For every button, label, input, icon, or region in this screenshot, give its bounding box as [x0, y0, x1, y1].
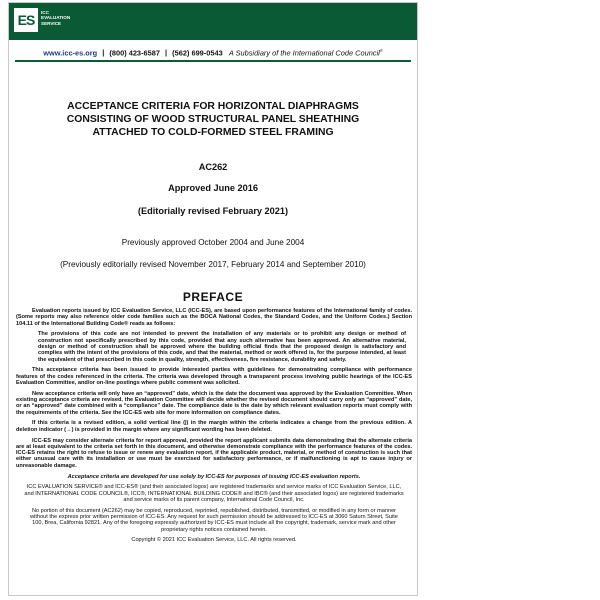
- preface-paragraph: This acceptance criteria has been issued to provide interested parties with guidelines for demonstrating compliance with performance features of the codes referenced in the criteria. The criteria was developed through a transparent process involving public hearings of the ICC-ES Evaluation Committee, and/or on-line postings where public comment was solicited.: [16, 367, 412, 386]
- subsidiary-note: A Subsidiary of the International Code Council: [228, 48, 380, 58]
- permission-notice: No portion of this document (AC262) may be copied, reproduced, reprinted, republished, distributed, transmitted, or modified in any form or manner without the express prior written permission of ICC-ES. Any request for such permission should be addressed to ICC-ES at 3060 Saturn Street, Suite 100, Brea, California 92821. Any of the foregoing expressly authorized by ICC-ES must include all the copyright, trademark, service mark and other proprietary rights notices contained herein.: [30, 507, 398, 533]
- code-quote: The provisions of this code are not intended to prevent the installation of any materials or to prohibit any design or method of construction not specifically prescribed by this code, provided that any such alternative has been approved. An alternative material, design or method of construction shall be approved where the building official finds that the proposed design is satisfactory and complies with the intent of the provisions of this code, and that the material, method or work offered is, for the purpose intended, at least the equivalent of that prescribed in this code in quality, strength, effectiveness, fire resistance, durability and safety.: [38, 331, 406, 363]
- phone-primary: (800) 423-6587: [109, 48, 160, 58]
- logo-line-evaluation: EVALUATION: [41, 15, 71, 21]
- previously-revised: (Previously editorially revised November 2017, February 2014 and September 2010): [60, 260, 366, 269]
- trademark-notice: ICC EVALUATION SERVICE® and ICC-ES® (and their associated logos) are registered trademarks and service marks of ICC Evaluation Service, LLC, and INTERNATIONAL CODE COUNCIL®, ICC®, INTERNATIONAL BUILDING CODE® and IBC® (and their associated logos) are registered trademarks and service marks of its parent company, International Code Council, Inc.: [24, 484, 404, 503]
- website-link[interactable]: www.icc-es.org: [43, 48, 98, 58]
- preface-paragraph: ICC-ES may consider alternate criteria for report approval, provided the report applicant submits data demonstrating that the alternate criteria are at least equivalent to the criteria set forth in this document, and otherwise demonstrate compliance with the performance features of the codes. ICC-ES retains the right to refuse to issue or renew any evaluation report, if the applicable product, material, or method of construction is such that either unusual care with its installation or use must be exercised for satisfactory performance, or if malfunctioning is apt to cause injury or unreasonable damage.: [16, 437, 412, 469]
- icc-es-logo: [14, 8, 38, 32]
- header-banner: [9, 3, 417, 40]
- preface-paragraph: If this criteria is a revised edition, a solid vertical line (|) in the margin within the criteria indicates a change from the previous edition. A deletion indicator (→) is provided in the margin where any significant wording has been deleted.: [16, 420, 412, 433]
- preface-body: [16, 308, 412, 548]
- preface-heading: PREFACE: [182, 290, 244, 304]
- criteria-code: AC262: [198, 162, 228, 172]
- logo-line-icc: ICC: [41, 10, 49, 15]
- document-page: [8, 2, 418, 596]
- contact-bar: www.icc-es.org | (800) 423-6587 | (562) 699-0543 A Subsidiary of the International Code Council®: [43, 48, 383, 58]
- title-line-1: ACCEPTANCE CRITERIA FOR HORIZONTAL DIAPHRAGMS: [67, 101, 359, 112]
- preface-paragraph: New acceptance criteria will only have an “approved” date, which is the date the document was approved by the Evaluation Committee. When existing acceptance criteria are revised, the Evaluation Committee will decide whether the revised document should carry only an “approved” date, or an “approved” date combined with a “compliance” date. The compliance date is the date by which relevant evaluation reports must comply with the requirements of the criteria. See the ICC-ES web site for more information on compliance dates.: [16, 390, 412, 416]
- logo-wordmark: [41, 10, 70, 26]
- separator: |: [102, 48, 105, 58]
- header-rule: [15, 60, 411, 62]
- document-title: [9, 100, 417, 139]
- approved-date: Approved June 2016: [168, 183, 258, 193]
- logo-letters: ES: [17, 12, 35, 28]
- title-line-3: ATTACHED TO COLD-FORMED STEEL FRAMING: [92, 127, 334, 138]
- copyright-notice: Copyright © 2021 ICC Evaluation Service, LLC. All rights reserved.: [131, 537, 297, 544]
- logo-line-service: SERVICE: [41, 20, 62, 26]
- previously-approved: Previously approved October 2004 and June 2004: [121, 238, 305, 247]
- separator: |: [165, 48, 168, 58]
- phone-secondary: (562) 699-0543: [172, 48, 223, 58]
- usage-note: Acceptance criteria are developed for use solely by ICC-ES for purposes of issuing ICC-ES evaluation reports.: [67, 473, 361, 480]
- title-line-2: CONSISTING OF WOOD STRUCTURAL PANEL SHEATHING: [66, 114, 360, 125]
- editorial-revision: (Editorially revised February 2021): [137, 206, 289, 216]
- preface-paragraph: Evaluation reports issued by ICC Evaluation Service, LLC (ICC-ES), are based upon performance features of the International family of codes. (Some reports may also reference older code families such as the BOCA National Codes, the Standard Codes, and the Uniform Codes.) Section 104.11 of the International Building Code® reads as follows:: [16, 308, 412, 327]
